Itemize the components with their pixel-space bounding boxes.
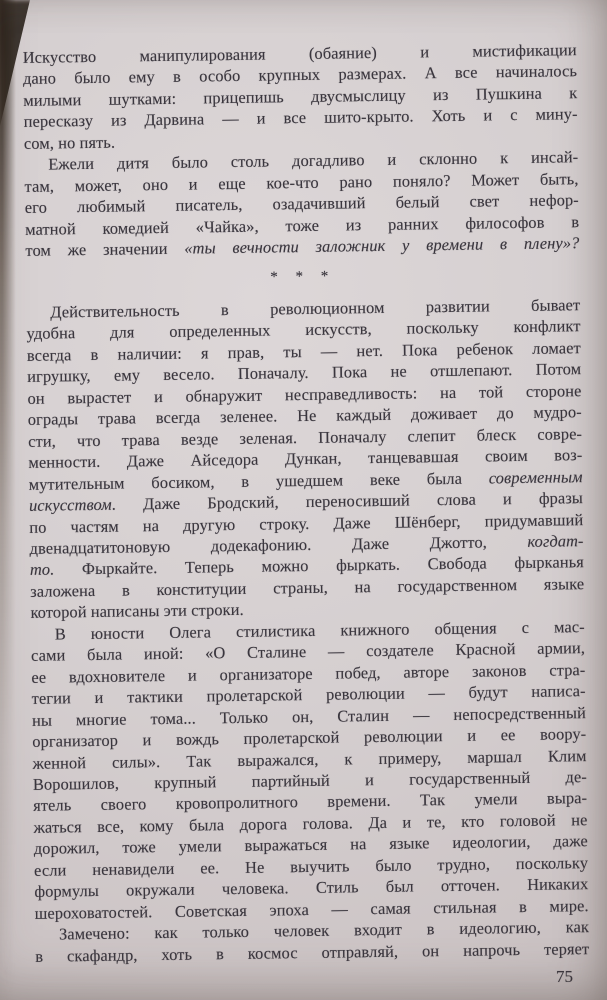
text-run: сами была иной: «О Сталине — создателе Красной армии, [30, 638, 586, 666]
text-run: тегии и тактики пролетарской революции — будут написа- [31, 681, 586, 708]
text-run: он вырастет и обнаружит несправедливость: на той стороне [27, 380, 582, 408]
italic-run: то. [29, 559, 55, 580]
text-run: ны многие тома... Только он, Сталин — непосредственный [31, 702, 587, 730]
text-run: В юности Олега стилистика книжного общения с мас- [54, 616, 585, 644]
italic-run: когдат- [527, 531, 584, 551]
left-page-edge-shadow [0, 0, 16, 1000]
text-run: сти, что трава везде зеленая. Поначалу слепит блеск совре- [27, 423, 583, 451]
text-run: двенадцатитоновую додекафонию. Даже Джотто, [29, 531, 528, 558]
paragraph [35, 916, 590, 967]
text-run: если ненавидели ее. Не выучить было трудно, поскольку [33, 852, 589, 880]
text-run: дано было ему в особо крупных размерах. А все начиналось [22, 61, 578, 89]
text-run: менности. Даже Айседора Дункан, танцевавшая своим воз- [28, 445, 583, 473]
italic-run: современным [488, 466, 583, 488]
text-run: том же значении [25, 238, 185, 260]
text-run: Искусство манипулирования (обаяние) и мистификации [22, 40, 577, 67]
text-run: организатор и вождь пролетарской революции и ее воору- [32, 724, 587, 751]
text-run: по частям на другую строку. Даже Шёнберг, придумавший [29, 509, 584, 537]
text-run: его любимый писатель, озадачивший белый свет нефор- [24, 190, 579, 218]
text-run: Ежели дитя было столь догадливо и склонно к инсай- [48, 147, 579, 174]
text-run: мутительным босиком, в ушедшем веке была [28, 468, 489, 494]
text-run: ее вдохновителе и организаторе побед, авторе законов стра- [31, 659, 586, 687]
text-run: формулы окружали человека. Стиль был отточен. Никаких [34, 874, 589, 902]
paragraph [26, 294, 584, 624]
paragraph [31, 616, 589, 924]
text-run: там, может, оно и еще кое-что рано поняло? Может быть, [24, 168, 579, 196]
text-run: милыми шутками: прицепишь двусмыслицу из Пушкина к [23, 83, 578, 110]
text-run: Фыркайте. Теперь можно фыркать. Свобода фырканья [54, 552, 584, 579]
paragraph [24, 146, 579, 261]
section-separator: * * * [270, 268, 336, 286]
text-column [23, 39, 590, 967]
paragraph [23, 39, 578, 154]
italic-run: искусством [28, 494, 112, 515]
text-run: Действительность в революционном развитии бывает [50, 295, 581, 322]
text-run: шероховатостей. Советская эпоха — самая стильная в мире. [34, 895, 589, 923]
text-run: женной силы». Так выражался, к примеру, маршал Клим [32, 745, 587, 773]
text-run: Замечено: как только человек входит в идеологию, как [58, 917, 590, 944]
text-run: . Даже Бродский, переносивший слова и фразы [111, 488, 584, 514]
text-run: которой написаны эти строки. [30, 600, 244, 623]
text-run: удобна для определенных искусств, поскольку конфликт [26, 316, 581, 344]
italic-run: «ты вечности заложник у времени в плену»? [184, 233, 580, 258]
page-number: 75 [556, 967, 573, 986]
text-run: матной комедией «Чайка», тоже из ранних философов в [25, 211, 580, 239]
text-run: игрушку, ему весело. Поначалу. Пока не отшлепают. Потом [27, 359, 582, 387]
text-run: пересказу из Дарвина — и все шито-крыто. Хоть и с мину- [23, 104, 578, 132]
text-run: Ворошилов, крупный партийный и государственный де- [32, 767, 587, 794]
text-run: сом, но пять. [23, 132, 116, 153]
text-run: жаться все, кому была дорога голова. Да и те, кто головой не [33, 809, 588, 837]
text-run: ограды трава всегда зеленее. Не каждый доживает до мудро- [27, 402, 582, 430]
text-run: всегда в наличии: я прав, ты — нет. Пока ребенок ломает [26, 338, 581, 365]
text-run: в скафандр, хоть в космос отправляй, он напрочь теряет [35, 938, 590, 966]
text-run: заложена в конституции страны, на государственном языке [30, 574, 585, 601]
text-run: ятель своего кровопролитного времени. Так умели выра- [33, 788, 588, 816]
text-run: дорожил, тоже умели выражаться на языке идеологии, даже [33, 831, 588, 859]
